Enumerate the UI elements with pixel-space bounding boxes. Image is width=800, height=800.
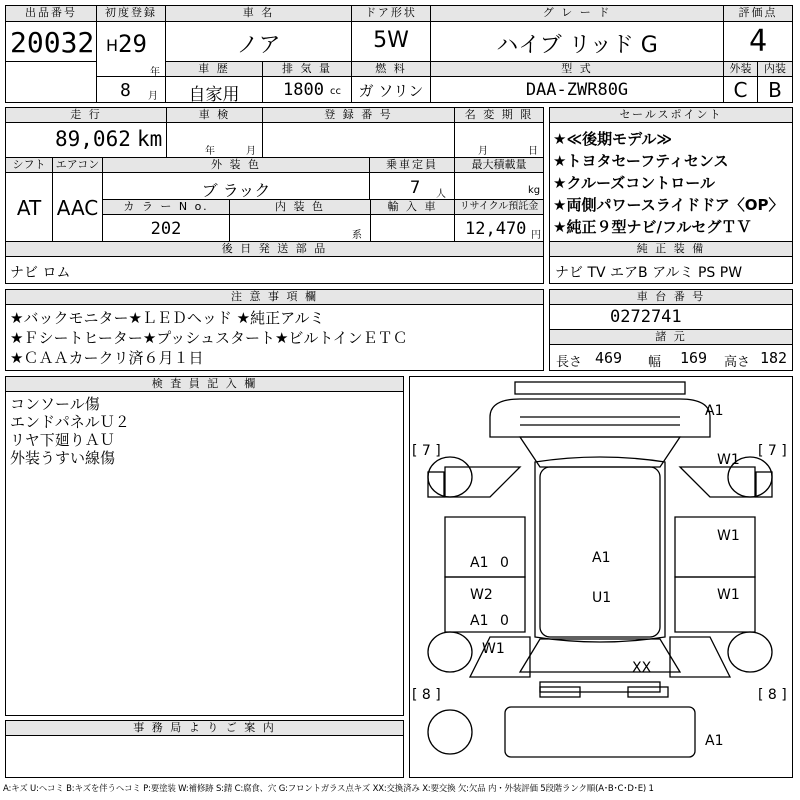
tire-rear-right [728, 632, 772, 672]
windshield [520, 437, 680, 467]
inspection-month-unit: 月 [246, 146, 256, 157]
year-unit: 年 [150, 67, 160, 78]
height-label: 高さ [724, 355, 751, 370]
fuel: ガ ソリン [358, 82, 424, 100]
mark-rear-xx: XX [632, 660, 652, 676]
grade: ハイブ リッド G [496, 33, 658, 58]
tire-fl-label: [ 7 ] [412, 443, 441, 459]
chassis-label: 車 台 番 号 [550, 290, 792, 305]
width: 169 [680, 349, 708, 367]
displacement-unit: cc [330, 86, 341, 97]
displacement: 1800 [283, 80, 324, 100]
color-no: 202 [150, 219, 182, 239]
right-front-fender [680, 467, 755, 497]
damage-diagram [409, 376, 793, 778]
sales-point-item: ★クルーズコントロール [553, 174, 715, 192]
model-code: DAA-ZWR80G [525, 80, 629, 100]
sales-points-list [553, 128, 791, 238]
transfer-day-unit: 日 [528, 146, 538, 157]
note-line: ★ＣＡＡカークリ済６月１日 [10, 349, 204, 367]
history-label: 車 歴 [166, 62, 262, 77]
mark-roof-a1: A1 [592, 550, 611, 566]
int-grade: B [768, 78, 782, 102]
tire-rear-left [428, 632, 472, 672]
recycle-unit: 円 [531, 230, 541, 241]
length-label: 長さ [556, 355, 583, 370]
mark-left-a1b: A1 [470, 613, 489, 629]
width-label: 幅 [648, 355, 662, 370]
sales-points-label: セールスポイント [550, 108, 792, 123]
office-label: 事 務 局 よ り ご 案 内 [6, 721, 403, 736]
legend: A:キズ U:ヘコミ B:キズを伴うヘコミ P:要塗装 W:補修跡 S:錆 C:腐食、穴 G:フロントガラス点キズ XX:交換済み X:要交換 欠:欠品 内・外装評価 5段階ランク順(A･B･C･D･E) 1 [3, 784, 654, 794]
parts-value: ナビ ロム [10, 265, 71, 281]
parts-label: 後 日 発 送 部 品 [6, 242, 543, 257]
exterior-color: ブ ラック [201, 181, 271, 200]
note-line: ★バックモニター★ＬＥＤヘッド ★純正アルミ [10, 309, 325, 327]
mark-left-w1: W1 [482, 641, 505, 657]
rear-bumper-lower [505, 707, 695, 757]
interior-color-unit: 系 [352, 230, 362, 241]
door-label: ドア形状 [352, 6, 430, 22]
ext-grade: C [733, 78, 748, 102]
inspector-label: 検 査 員 記 入 欄 [6, 377, 403, 392]
displacement-label: 排 気 量 [263, 62, 351, 77]
mark-left-zero2: 0 [500, 613, 509, 629]
car-name: ノア [236, 33, 281, 58]
seats: 7 [410, 178, 421, 198]
right-rear-door [675, 577, 755, 632]
tire-rl-label: [ 8 ] [412, 687, 441, 703]
height: 182 [760, 349, 788, 367]
shift: AT [16, 196, 42, 220]
month-unit: 月 [148, 91, 158, 102]
shift-label: シフト [6, 158, 52, 173]
lot-label: 出品番号 [6, 6, 96, 22]
inspector-list [10, 395, 400, 467]
seats-unit: 人 [436, 189, 446, 200]
genuine-label: 純 正 装 備 [550, 242, 792, 257]
score-label: 評価点 [724, 6, 792, 22]
inspection-label: 車 検 [167, 108, 262, 123]
seats-label: 乗車定員 [370, 158, 454, 173]
rear-window [520, 639, 680, 672]
length: 469 [595, 349, 623, 367]
inspector-line: リヤ下廻りＡＵ [10, 431, 115, 449]
front-hood [490, 399, 710, 437]
mark-right-w1a: W1 [717, 528, 740, 544]
ext-label: 外装 [724, 62, 757, 77]
mark-right-w1b: W1 [717, 587, 740, 603]
int-label: 内装 [758, 62, 792, 77]
mark-bottom-a1: A1 [705, 733, 724, 749]
mileage-label: 走 行 [6, 108, 166, 123]
transfer-month-unit: 月 [478, 146, 488, 157]
history: 自家用 [188, 85, 240, 105]
first-reg-label: 初度登録 [97, 6, 165, 22]
mileage-unit: km [137, 127, 163, 151]
registration-label: 登 録 番 号 [263, 108, 454, 123]
mark-front-right: W1 [717, 452, 740, 468]
sales-point-item: ★純正９型ナビ/フルセグＴＶ [553, 218, 752, 236]
chassis-number: 0272741 [610, 307, 682, 327]
era: H [106, 36, 119, 55]
ac-label: エアコン [53, 158, 102, 173]
load-label: 最大積載量 [455, 158, 543, 173]
reg-month: 8 [120, 80, 131, 101]
mark-roof-u1: U1 [592, 590, 612, 606]
sales-point-item: ★≪後期モデル≫ [553, 130, 673, 148]
load-unit: kg [528, 185, 541, 196]
interior-color-label: 内 装 色 [230, 200, 370, 215]
color-label: 外 装 色 [103, 158, 369, 173]
inspector-line: 外装うすい線傷 [10, 449, 116, 467]
mileage: 89,062 [55, 127, 131, 151]
sales-point-item: ★両側パワースライドドア〈OP〉 [553, 196, 784, 214]
tire-fr-label: [ 7 ] [758, 443, 787, 459]
inspector-line: エンドパネルＵ２ [10, 413, 130, 431]
spare-tire [428, 710, 472, 754]
front-bumper [515, 382, 685, 394]
transfer-label: 名 変 期 限 [455, 108, 543, 123]
left-front-fender [445, 467, 520, 497]
lot-number: 20032 [10, 26, 95, 59]
recycle-label: リサイクル預託金 [455, 200, 543, 215]
dims-label: 諸 元 [550, 330, 792, 345]
genuine-value: ナビ TV エアB アルミ PS PW [555, 265, 743, 281]
grade-label: グ レ ー ド [431, 6, 723, 22]
inspector-line: コンソール傷 [10, 395, 100, 413]
notes-label: 注 意 事 項 欄 [6, 290, 543, 305]
car-name-label: 車 名 [166, 6, 351, 22]
color-no-label: カ ラ ー N o. [103, 200, 229, 215]
import-label: 輸 入 車 [371, 200, 454, 215]
door-type: 5W [373, 28, 409, 53]
mark-left-w2: W2 [470, 587, 493, 603]
score: 4 [748, 24, 768, 59]
recycle-fee: 12,470 [465, 219, 527, 239]
sales-point-item: ★トヨタセーフティセンス [553, 152, 729, 170]
note-line: ★Ｆシートヒーター★プッシュスタート★ビルトインＥＴＣ [10, 329, 408, 347]
tire-rr-label: [ 8 ] [758, 687, 787, 703]
reg-year: 29 [118, 30, 147, 58]
mark-top-right: A1 [705, 403, 724, 419]
mark-left-zero1: 0 [500, 555, 509, 571]
inspection-year-unit: 年 [205, 146, 215, 157]
notes-list [10, 308, 540, 368]
mark-left-a1: A1 [470, 555, 489, 571]
model-label: 型 式 [431, 62, 723, 77]
fuel-label: 燃 料 [352, 62, 430, 77]
ac: AAC [56, 196, 99, 220]
tire-front-left [428, 457, 472, 497]
right-front-door [675, 517, 755, 577]
